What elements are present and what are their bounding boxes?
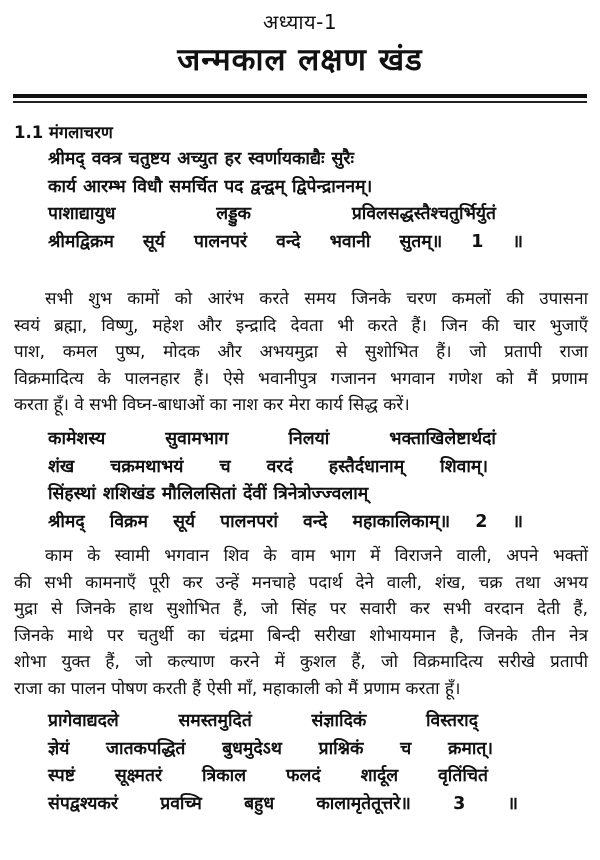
verse-line: [48, 146, 478, 174]
verse-word: सिंहस्थां: [48, 484, 96, 504]
verse-word: बहुध: [244, 793, 275, 814]
verse-word: श्रीमद्विक्रम: [48, 231, 114, 252]
verse-word: सुतम्॥: [399, 231, 443, 252]
verse-2: [48, 426, 548, 536]
prose-line: सभी शुभ कामों को आरंभ करते समय जिनके चरण कमलों की उपासना: [45, 289, 588, 309]
verse-word: भक्ताखिलेष्टार्थदां: [389, 429, 496, 449]
verse-word: प्राश्निकं: [318, 738, 364, 759]
heading-rule-thick: [13, 94, 587, 98]
verse-line: [48, 708, 478, 736]
verse-word: विधौ: [132, 176, 163, 197]
prose-line: करता हूँ। वे सभी विघ्न-बाधाओं का नाश कर मेरा कार्य सिद्ध करें।: [14, 395, 410, 415]
prose-line: मुद्रा से जिनके हाथ सुशोभित हैं, जो सिंह पर सवारी कर सभी वरदान देती हैं,: [14, 599, 588, 619]
verse-word: लड्डुक: [216, 204, 251, 224]
prose-line: विक्रमादित्य के पालनहार हैं। ऐसे भवानीपुत्र गजानन भगवान गणेश को मैं प्रणाम: [14, 368, 588, 389]
prose-line: राजा का पालन पोषण करती हैं ऐसी माँ, महाकाली को मैं प्रणाम करता हूँ।: [14, 678, 461, 699]
verse-line: [48, 454, 488, 482]
verse-word: देंवीं: [242, 484, 267, 504]
verse-word: पाशाद्यायुध: [48, 204, 116, 224]
verse-word: स्पष्टं: [48, 766, 75, 786]
verse-word: पालनपरां: [220, 511, 278, 532]
verse-word: निलयां: [288, 429, 330, 449]
verse-number: 3: [453, 793, 466, 814]
verse-word: कामेशस्य: [48, 429, 106, 449]
verse-word: चक्रमथाभयं: [110, 456, 184, 477]
verse-word: विक्रम: [109, 511, 148, 532]
verse-word: वन्दे: [302, 511, 328, 532]
verse-word: कालामृतेतूत्तरे॥: [316, 793, 411, 814]
prose-line: की सभी कामनाएँ पूरी कर उन्हें मनचाहे पदार्थ देने वाली, शंख, चक्र तथा अभय: [14, 572, 588, 593]
verse-1: [48, 146, 548, 256]
verse-word: सुरैः: [331, 149, 355, 169]
verse-word: शिवाम्।: [440, 456, 488, 477]
verse-word: वरदं: [266, 456, 293, 477]
verse-word: भवानी: [329, 231, 371, 252]
verse-line: [48, 174, 493, 202]
section-heading: 1.1 मंगलाचरण: [14, 123, 113, 142]
chapter-title: जन्मकाल लक्षण खंड: [177, 42, 423, 78]
verse-word: प्रवच्मि: [160, 793, 202, 814]
verse-word: प्रागेवाद्यदले: [48, 711, 119, 731]
verse-line: [48, 791, 518, 819]
translation-1: [14, 286, 588, 419]
verse-word: स्वर्णायकाद्यैः: [248, 149, 325, 169]
verse-word: संज्ञादिकं: [311, 711, 367, 731]
verse-word: सुवामभाग: [165, 429, 229, 449]
verse-word: त्रिकाल: [202, 766, 247, 786]
prose-line: शोभा युक्त हैं, जो कल्याण करने में कुशल हैं, जो विक्रमादित्य सरीखे प्रतापी: [14, 652, 588, 672]
verse-line: [48, 229, 523, 257]
verse-word: वक्त्र: [91, 149, 122, 169]
prose-line: पाश, कमल पुष्प, मोदक और अभयमुद्रा से सुशोभित हैं। जो प्रतापी राजा: [14, 342, 588, 362]
verse-word: ॥: [512, 231, 523, 252]
verse-word: पालनपरं: [193, 231, 248, 252]
verse-word: पद: [224, 176, 244, 197]
verse-word: विस्तराद्: [425, 711, 478, 731]
verse-word: द्वन्द्वम्: [250, 176, 285, 197]
verse-line: [48, 736, 493, 764]
heading-rule-thin: [13, 101, 587, 103]
verse-word: चतुष्टय: [128, 149, 171, 169]
chapter-label: अध्याय-1: [262, 10, 338, 34]
verse-word: ॥: [512, 511, 523, 532]
verse-word: श्रीमद्: [48, 511, 85, 532]
verse-line: [48, 201, 496, 229]
verse-word: प्रविलसद्धस्तैश्चतुर्भिर्युतं: [351, 204, 496, 224]
verse-word: शशिखंड: [102, 484, 155, 504]
verse-word: द्विपेन्द्राननम्।: [291, 176, 373, 197]
verse-word: बुधमुदेऽथ: [222, 738, 282, 759]
verse-word: वन्दे: [276, 231, 301, 252]
verse-word: वृतिंचितं: [438, 766, 488, 786]
verse-word: मौलिलसितां: [161, 484, 236, 504]
verse-word: जातकपद्धितं: [106, 738, 186, 759]
verse-word: अच्युत: [177, 149, 218, 169]
verse-word: सूक्ष्मतरं: [114, 766, 163, 786]
verse-word: ॥: [507, 793, 518, 814]
verse-number: 1: [471, 231, 484, 252]
verse-word: हर: [224, 149, 242, 169]
verse-word: शंख: [48, 456, 75, 477]
prose-line: स्वयं ब्रह्मा, विष्णु, महेश और इन्द्रादि देवता भी करते हैं। जिन की चार भुजाएँ: [14, 315, 588, 336]
verse-3: [48, 708, 548, 818]
verse-word: क्रमात्।: [447, 738, 493, 759]
verse-line: [48, 763, 488, 791]
translation-2: [14, 543, 588, 702]
verse-word: कार्य: [48, 176, 77, 197]
verse-word: ज्ञेयं: [48, 738, 70, 759]
verse-line: [48, 509, 523, 537]
verse-word: सूर्य: [142, 231, 165, 252]
verse-word: हस्तैर्दधानाम्: [328, 456, 405, 477]
verse-word: संपद्वश्यकरं: [48, 793, 119, 814]
verse-word: आरम्भ: [83, 176, 126, 197]
prose-line: जिनके माथे पर चतुर्थी का चंद्रमा बिन्दी सरीखा शोभायमान है, जिनके तीन नेत्र: [14, 625, 588, 646]
verse-word: शार्दूल: [360, 766, 399, 786]
verse-word: सूर्य: [173, 511, 196, 532]
verse-word: च: [219, 456, 231, 477]
verse-word: समस्तमुदितं: [178, 711, 252, 731]
verse-word: च: [400, 738, 412, 759]
verse-word: फलदं: [285, 766, 321, 786]
verse-word: महाकालिकाम्॥: [352, 511, 451, 532]
verse-word: समर्चित: [169, 176, 218, 197]
verse-number: 2: [475, 511, 488, 532]
verse-word: त्रिनेत्रोज्ज्वलाम्: [273, 484, 369, 504]
verse-line: [48, 426, 496, 454]
prose-line: काम के स्वामी भगवान शिव के वाम भाग में विराजने वाली, अपने भक्तों: [45, 546, 588, 566]
verse-word: श्रीमद्: [48, 149, 85, 169]
verse-line: [48, 481, 493, 509]
